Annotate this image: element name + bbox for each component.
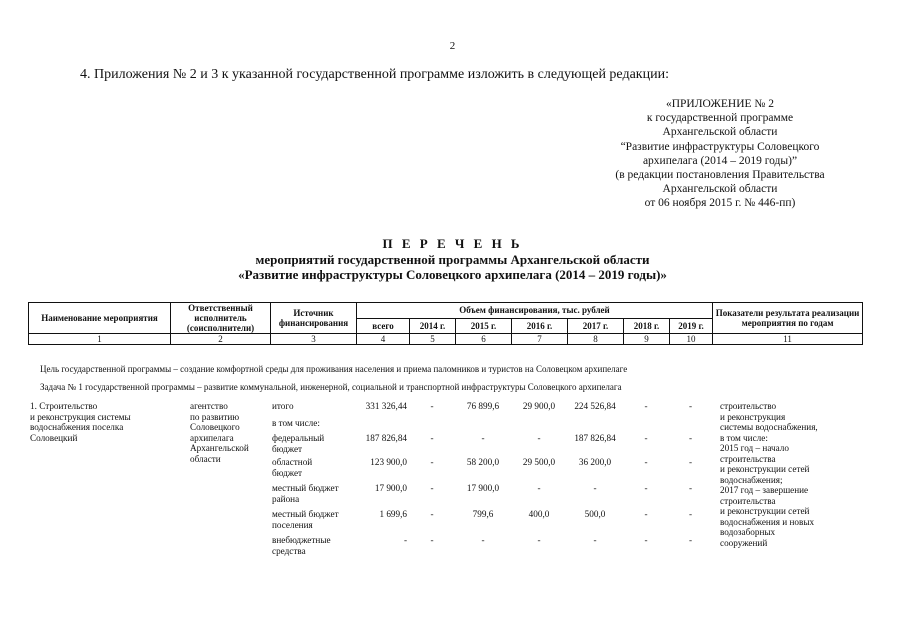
column-number: 11	[713, 334, 863, 345]
funding-value: -	[688, 433, 693, 443]
activity-results: строительство и реконструкция системы водоснабжения, в том числе: 2015 год – начало строительства и реконструкции сетей водоснабжения; 2017 год – завершение строительства и реконструкции сетей водоснабжения и новых водозаборных сооружений	[720, 401, 818, 548]
funding-value: 799,6	[472, 509, 494, 519]
funding-value	[511, 418, 567, 433]
funding-value: -	[644, 433, 648, 443]
funding-value: 17 900,0	[374, 483, 407, 493]
funding-value	[356, 418, 409, 433]
funding-value: -	[688, 457, 693, 467]
header-year: 2018 г.	[624, 318, 670, 334]
funding-value: 29 500,0	[522, 457, 556, 467]
funding-value: 400,0	[528, 509, 550, 519]
funding-value: -	[644, 401, 648, 411]
header-year: 2016 г.	[512, 318, 568, 334]
funding-value: 76 899,6	[466, 401, 500, 411]
funding-value: -	[430, 483, 434, 493]
table-header	[28, 302, 863, 345]
appendix-line: «ПРИЛОЖЕНИЕ № 2	[665, 98, 774, 110]
funding-value	[623, 418, 669, 433]
funding-value: -	[537, 483, 541, 493]
header-year: 2019 г.	[670, 318, 713, 334]
funding-source: внебюджетные средства	[272, 535, 331, 556]
funding-source: областной бюджет	[272, 457, 313, 478]
funding-value: 187 826,84	[574, 433, 616, 443]
appendix-header	[600, 97, 840, 211]
funding-value	[409, 418, 455, 433]
header-funding-source: Источник финансирования	[271, 303, 357, 334]
funding-value: -	[688, 535, 693, 545]
funding-value: -	[537, 433, 541, 443]
column-number: 1	[29, 334, 171, 345]
funding-value: -	[688, 401, 693, 411]
appendix-line: к государственной программе	[646, 112, 794, 125]
program-goal: Цель государственной программы – создание комфортной среды для проживания населения и приема паломников и туристов на Соловецком архипелаге	[40, 364, 628, 374]
header-executor: Ответственный исполнитель (соисполнители)	[171, 303, 271, 334]
funding-value: -	[537, 535, 541, 545]
document-title	[0, 236, 905, 282]
page-number: 2	[449, 40, 456, 52]
funding-value: -	[644, 535, 648, 545]
activity-table	[28, 401, 862, 563]
column-number: 3	[271, 334, 357, 345]
funding-source: в том числе:	[272, 418, 320, 428]
appendix-line: “Развитие инфраструктуры Соловецкого	[620, 140, 820, 153]
intro-paragraph: 4. Приложения № 2 и 3 к указанной государственной программе изложить в следующей редакции:	[80, 67, 669, 82]
title-line-1: П Е Р Е Ч Е Н Ь	[382, 236, 523, 251]
funding-value: -	[688, 483, 693, 493]
funding-value: -	[430, 433, 434, 443]
column-number: 9	[624, 334, 670, 345]
header-year: 2014 г.	[410, 318, 456, 334]
funding-value: -	[644, 509, 648, 519]
funding-value: -	[430, 535, 434, 545]
funding-value: 187 826,84	[365, 433, 407, 443]
funding-value: -	[593, 535, 597, 545]
funding-source: местный бюджет района	[272, 483, 339, 504]
column-number: 4	[357, 334, 410, 345]
column-number: 6	[456, 334, 512, 345]
funding-value	[567, 418, 623, 433]
funding-value: -	[644, 457, 648, 467]
funding-value	[455, 418, 511, 433]
funding-value: 58 200,0	[466, 457, 500, 467]
funding-source: итого	[272, 401, 294, 411]
activity-name: 1. Строительство и реконструкция системы водоснабжения поселка Соловецкий	[30, 401, 131, 443]
column-number: 10	[670, 334, 713, 345]
activity-executor: агентство по развитию Соловецкого архипелага Архангельской области	[190, 401, 249, 464]
funding-value: -	[430, 401, 434, 411]
funding-value: -	[430, 457, 434, 467]
funding-value: 1 699,6	[379, 509, 407, 519]
funding-value: 331 326,44	[365, 401, 407, 411]
title-line-2: мероприятий государственной программы Архангельской области	[255, 252, 650, 267]
header-year: 2017 г.	[568, 318, 624, 334]
appendix-line: Архангельской области	[662, 183, 778, 196]
funding-value: 123 900,0	[370, 457, 407, 467]
header-results: Показатели результата реализации мероприятия по годам	[713, 303, 863, 334]
funding-value	[669, 418, 712, 433]
header-activity-name: Наименование мероприятия	[29, 303, 171, 334]
appendix-line: Архангельской области	[662, 126, 778, 139]
funding-value: 29 900,0	[522, 401, 556, 411]
appendix-line: (в редакции постановления Правительства	[615, 169, 825, 182]
column-number: 8	[568, 334, 624, 345]
funding-value: 500,0	[584, 509, 606, 519]
funding-value: -	[481, 433, 485, 443]
table-row	[28, 401, 862, 418]
funding-value: -	[481, 535, 485, 545]
header-funding-volume: Объем финансирования, тыс. рублей	[357, 303, 713, 319]
funding-value: -	[688, 509, 693, 519]
funding-value: 17 900,0	[466, 483, 500, 493]
funding-value: -	[430, 509, 434, 519]
funding-value: 224 526,84	[574, 401, 616, 411]
column-number: 5	[410, 334, 456, 345]
funding-source: федеральный бюджет	[272, 433, 325, 454]
appendix-line: от 06 ноября 2015 г. № 446-пп)	[644, 197, 796, 210]
header-year: 2015 г.	[456, 318, 512, 334]
column-number: 2	[171, 334, 271, 345]
header-year: всего	[357, 318, 410, 334]
funding-source: местный бюджет поселения	[272, 509, 339, 530]
funding-value: 36 200,0	[578, 457, 612, 467]
title-line-3: «Развитие инфраструктуры Соловецкого архипелага (2014 – 2019 годы)»	[238, 267, 667, 282]
column-number: 7	[512, 334, 568, 345]
funding-value: -	[644, 483, 648, 493]
program-task: Задача № 1 государственной программы – развитие коммунальной, инженерной, социальной и транспортной инфраструктуры Соловецкого архипелага	[40, 382, 622, 392]
appendix-line: архипелага (2014 – 2019 годы)”	[642, 154, 798, 167]
funding-value: -	[593, 483, 597, 493]
funding-value: -	[403, 535, 407, 545]
